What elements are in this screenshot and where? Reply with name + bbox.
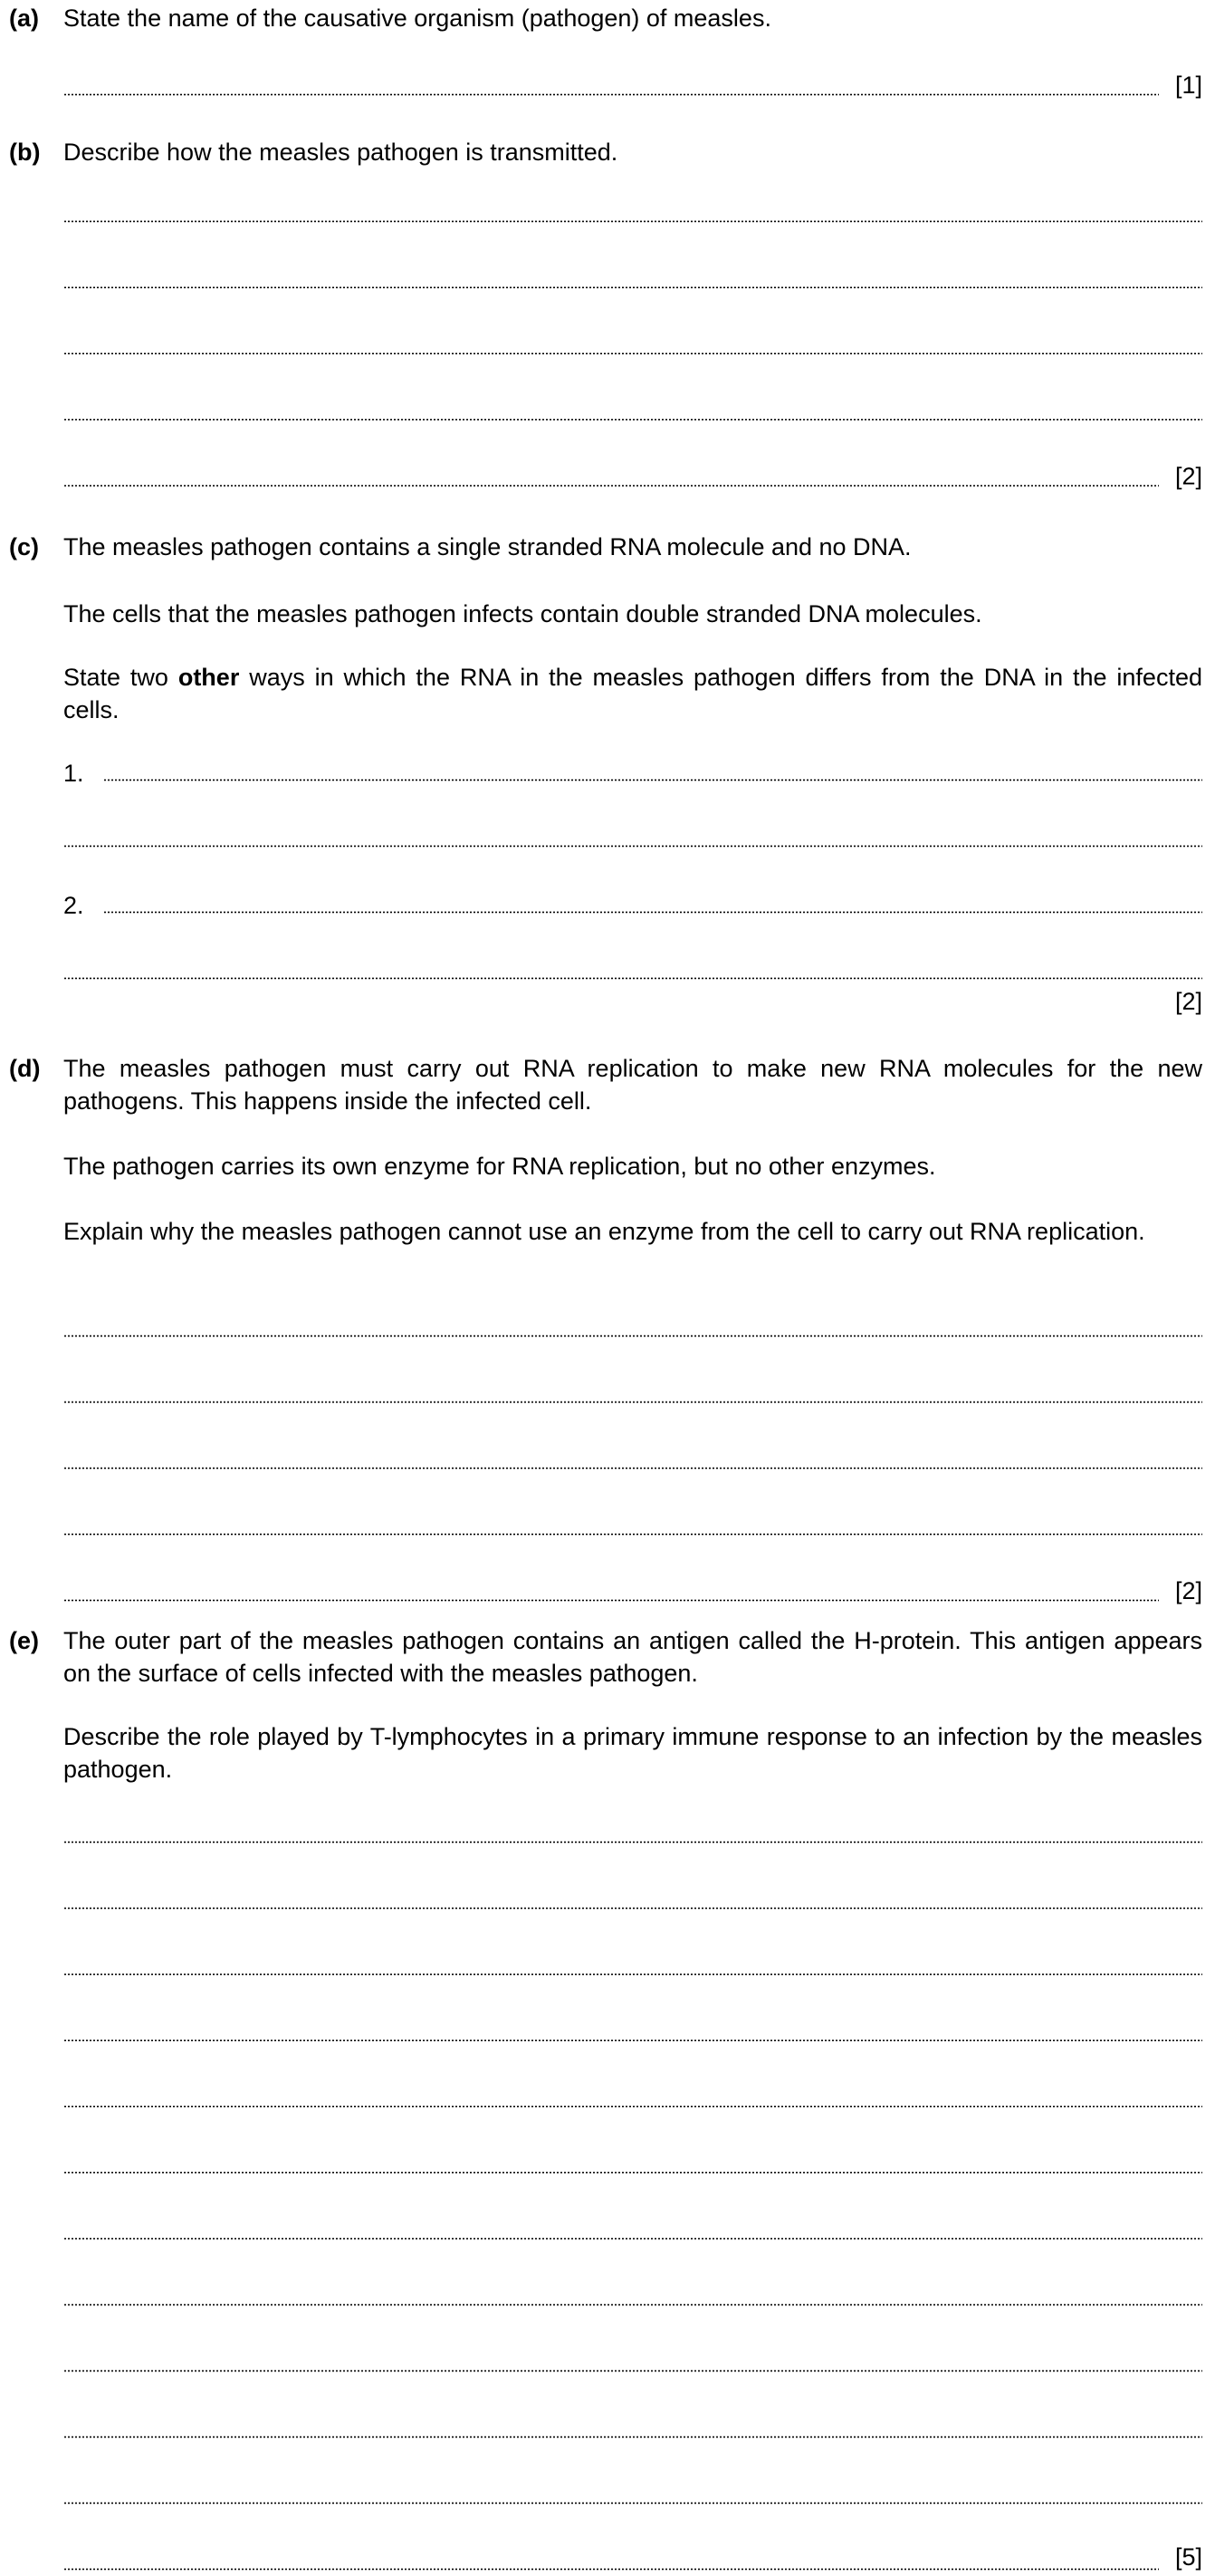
answer-line[interactable] — [103, 911, 1202, 914]
answer-line[interactable] — [63, 484, 1159, 487]
answer-line[interactable] — [63, 2303, 1202, 2306]
answer-line[interactable] — [63, 977, 1202, 980]
answer-line[interactable] — [63, 1973, 1202, 1976]
part-a-mark: [1] — [1174, 72, 1202, 99]
part-e-statement-1: The outer part of the measles pathogen contains an antigen called the H-protein. This antigen appears on the surface of cells infected with the measles pathogen. — [63, 1627, 1202, 1687]
part-e-label: (e) — [9, 1627, 39, 1654]
part-c-question: State two other ways in which the RNA in the measles pathogen differs from the DNA in the infected cells. — [63, 664, 1202, 723]
part-b-mark: [2] — [1174, 463, 1202, 490]
answer-line[interactable] — [63, 2105, 1202, 2108]
part-d-statement-1: The measles pathogen must carry out RNA replication to make new RNA molecules for the new pathogens. This happens inside the infected cell. — [63, 1055, 1202, 1115]
part-a-label: (a) — [9, 5, 39, 32]
answer-item-2-label: 2. — [63, 892, 84, 919]
answer-line[interactable] — [63, 1401, 1202, 1403]
answer-line[interactable] — [63, 1467, 1202, 1470]
emphasis-other: other — [177, 664, 240, 691]
part-e-mark: [5] — [1174, 2543, 1202, 2571]
answer-line[interactable] — [63, 2370, 1202, 2372]
answer-line[interactable] — [63, 2568, 1159, 2571]
answer-line[interactable] — [63, 352, 1202, 355]
part-d-label: (d) — [9, 1055, 41, 1082]
answer-line[interactable] — [63, 418, 1202, 421]
answer-line[interactable] — [103, 779, 1202, 781]
part-d-statement-2: The pathogen carries its own enzyme for RNA replication, but no other enzymes. — [63, 1153, 936, 1180]
part-c-statement-2: The cells that the measles pathogen infects contain double stranded DNA molecules. — [63, 600, 982, 627]
answer-line[interactable] — [63, 845, 1202, 847]
answer-line[interactable] — [63, 1599, 1159, 1602]
answer-line[interactable] — [63, 1335, 1202, 1337]
part-c-label: (c) — [9, 533, 39, 560]
answer-line[interactable] — [63, 93, 1159, 96]
answer-line[interactable] — [63, 1841, 1202, 1843]
answer-line[interactable] — [63, 2039, 1202, 2042]
answer-line[interactable] — [63, 2237, 1202, 2240]
part-b-question: Describe how the measles pathogen is transmitted. — [63, 139, 618, 166]
answer-line[interactable] — [63, 2502, 1202, 2504]
part-a-question: State the name of the causative organism (pathogen) of measles. — [63, 5, 771, 32]
part-e-question: Describe the role played by T-lymphocytes in a primary immune response to an infection by the measles pathogen. — [63, 1723, 1202, 1783]
answer-line[interactable] — [63, 220, 1202, 223]
part-c-statement-1: The measles pathogen contains a single stranded RNA molecule and no DNA. — [63, 533, 912, 560]
part-c-mark: [2] — [1174, 988, 1202, 1015]
answer-line[interactable] — [63, 2171, 1202, 2174]
answer-line[interactable] — [63, 286, 1202, 289]
part-d-mark: [2] — [1174, 1577, 1202, 1604]
answer-line[interactable] — [63, 1533, 1202, 1536]
answer-line[interactable] — [63, 1907, 1202, 1910]
part-b-label: (b) — [9, 139, 41, 166]
part-d-question: Explain why the measles pathogen cannot use an enzyme from the cell to carry out RNA replication. — [63, 1218, 1145, 1245]
answer-line[interactable] — [63, 2436, 1202, 2438]
answer-item-1-label: 1. — [63, 760, 84, 787]
